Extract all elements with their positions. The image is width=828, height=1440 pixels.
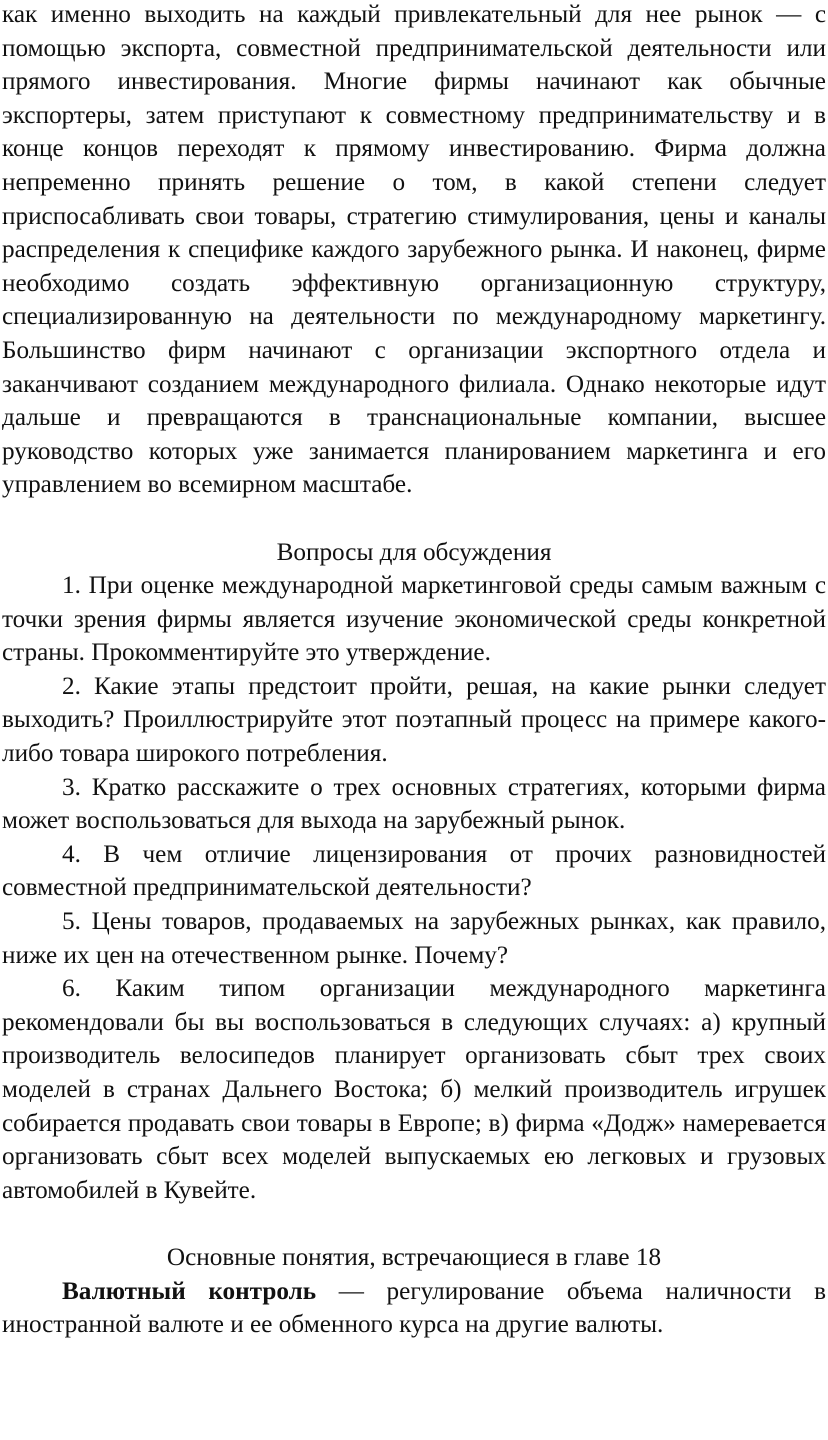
concept-entry xyxy=(2,1275,826,1342)
concept-term: Валютный контроль xyxy=(62,1277,317,1305)
concept-dash: — xyxy=(316,1277,387,1305)
concept-definition: регулирование объема наличности в иностранной валюте и ее обменного курса на другие валюты. xyxy=(2,1277,826,1339)
intro-paragraph: как именно выходить на каждый привлекательный для нее рынок — с помощью экспорта, совместной предпринимательской деятельности или прямого инвестирования. Многие фирмы начинают как обычные экспортеры, затем приступают к совместному предпринимательству и в конце концов переходят к прямому инвестированию. Фирма должна непременно принять решение о том, в какой степени следует приспосабливать свои товары, стратегию стимулирования, цены и каналы распределения к специфике каждого зарубежного рынка. И наконец, фирме необходимо создать эффективную организационную структуру, специализированную на деятельности по международному маркетингу. Большинство фирм начинают с организации экспортного отдела и заканчивают созданием международного филиала. Однако некоторые идут дальше и превращаются в транснациональные компании, высшее руководство которых уже занимается планированием маркетинга и его управлением во всемирном масштабе. xyxy=(2,1,826,499)
question-item: 6. Каким типом организации международного маркетинга рекомендовали бы вы воспользоваться в следующих случаях: а) крупный производитель велосипедов планирует организовать сбыт трех своих моделей в странах Дальнего Востока; б) мелкий производитель игрушек собирается продавать свои товары в Европе; в) фирма «Додж» намеревается организовать сбыт всех моделей выпускаемых ею легковых и грузовых автомобилей в Кувейте. xyxy=(2,975,826,1204)
document-page xyxy=(2,0,826,1342)
spacer xyxy=(2,1207,826,1241)
question-item: 1. При оценке международной маркетинговой среды самым важным с точки зрения фирмы является изучение экономической среды конкретной страны. Прокомментируйте это утверждение. xyxy=(2,572,826,667)
question-item: 2. Какие этапы предстоит пройти, решая, на какие рынки следует выходить? Проиллюстрируйте этот поэтапный процесс на примере какого-либо товара широкого потребления. xyxy=(2,672,826,768)
question-item: 5. Цены товаров, продаваемых на зарубежных рынках, как правило, ниже их цен на отечественном рынке. Почему? xyxy=(2,908,826,969)
spacer xyxy=(2,502,826,536)
question-item: 4. В чем отличие лицензирования от прочих разновидностей совместной предпринимательской деятельности? xyxy=(2,840,826,902)
question-item: 3. Кратко расскажите о трех основных стратегиях, которыми фирма может воспользоваться для выхода на зарубежный рынок. xyxy=(2,773,826,835)
questions-heading: Вопросы для обсуждения xyxy=(276,538,552,566)
concepts-heading: Основные понятия, встречающиеся в главе 18 xyxy=(166,1243,662,1271)
questions-list xyxy=(2,569,826,1207)
